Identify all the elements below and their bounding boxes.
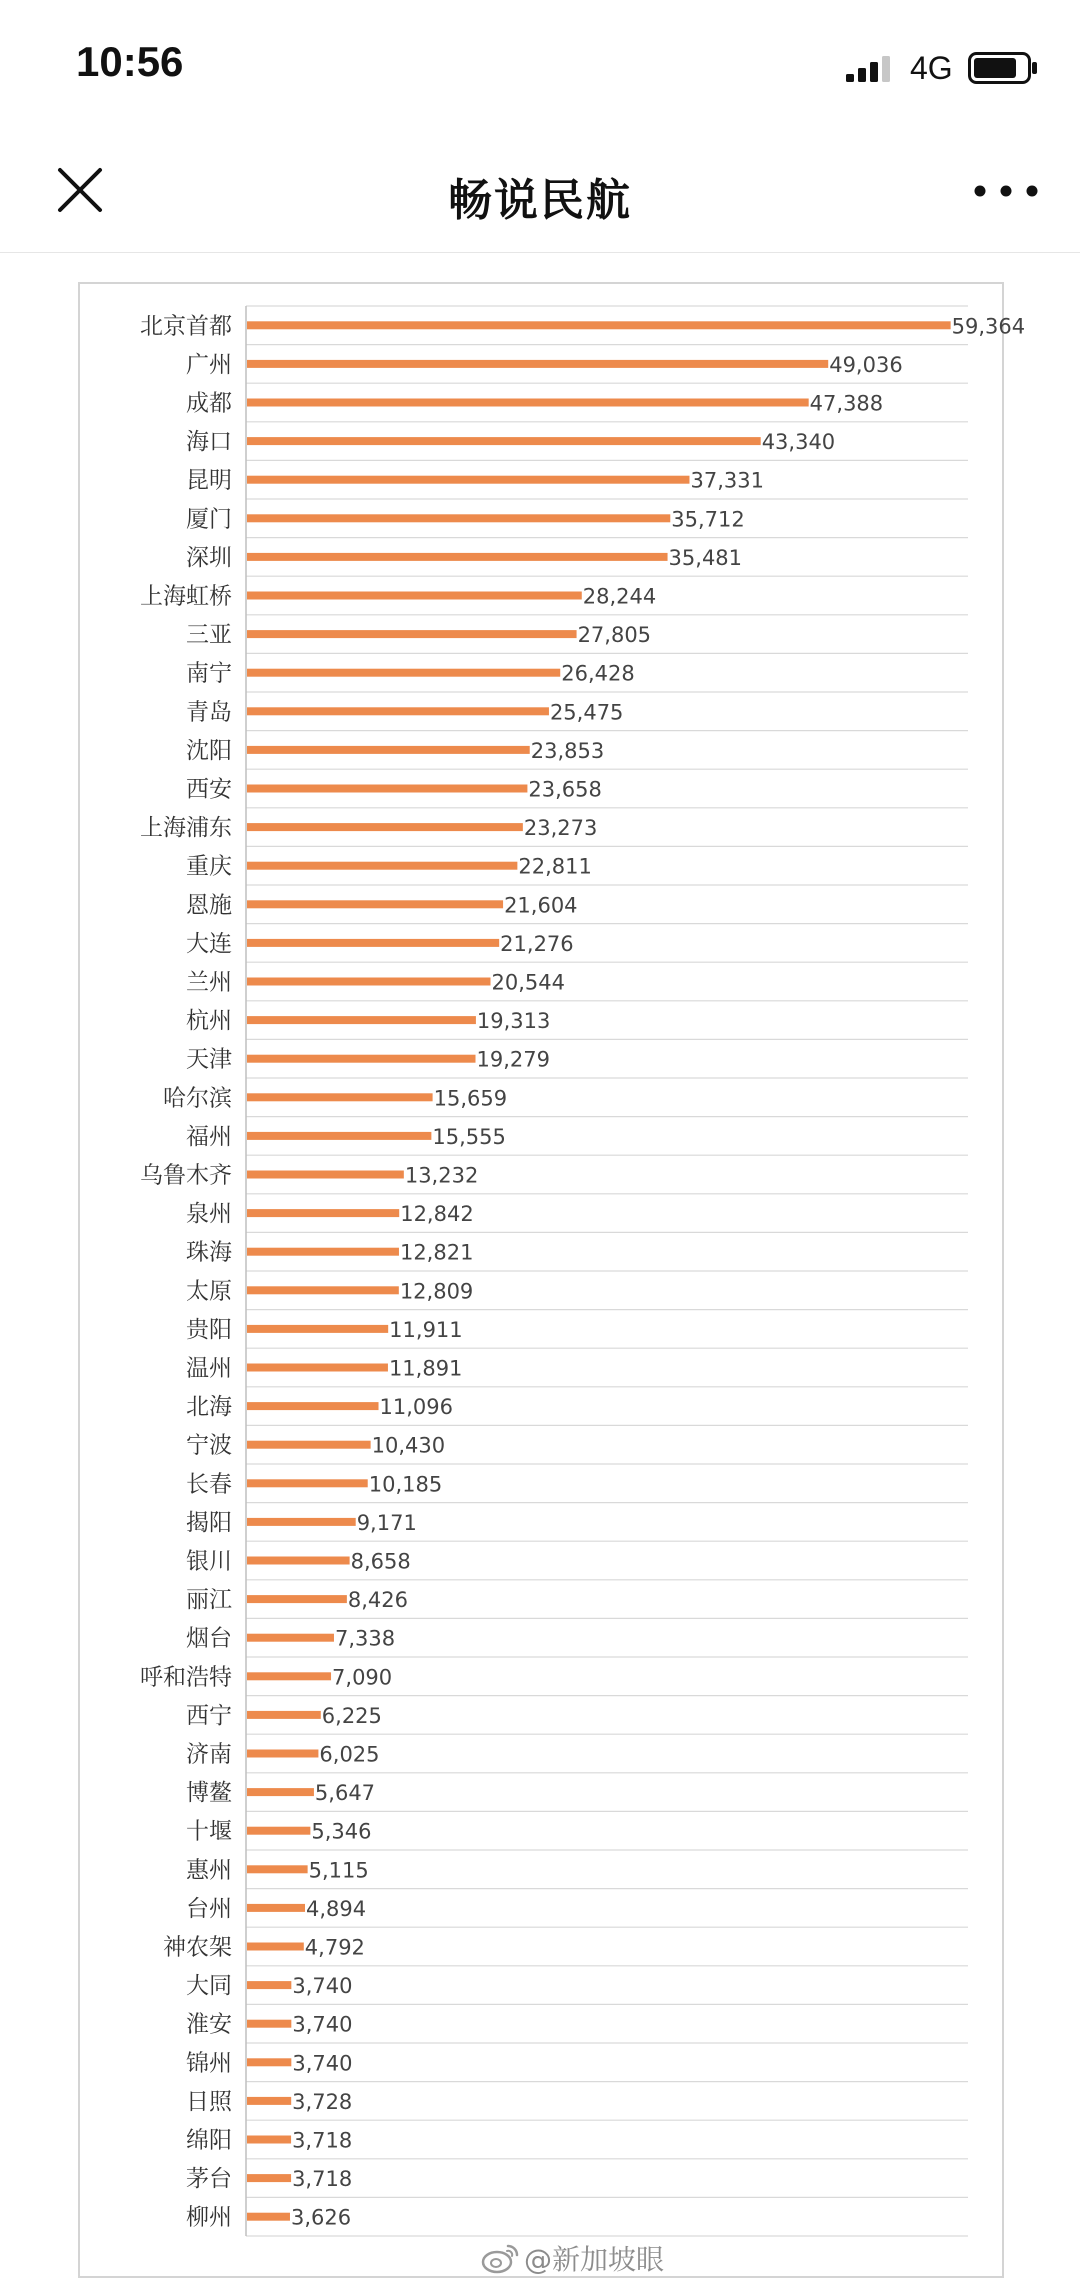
bar xyxy=(247,939,499,947)
value-label: 3,718 xyxy=(292,2167,353,2192)
bar xyxy=(247,514,670,522)
value-label: 12,842 xyxy=(400,1202,474,1227)
category-label: 博鳌 xyxy=(186,1780,232,1807)
bar xyxy=(247,1827,310,1835)
category-label: 乌鲁木齐 xyxy=(140,1162,232,1189)
bar xyxy=(247,1981,291,1989)
category-label: 哈尔滨 xyxy=(163,1085,232,1112)
value-label: 59,364 xyxy=(951,314,1026,339)
value-label: 3,740 xyxy=(292,2051,353,2076)
category-label: 柳州 xyxy=(186,2204,232,2231)
value-label: 8,426 xyxy=(347,1588,408,1613)
category-label: 淮安 xyxy=(186,2011,232,2038)
value-label: 4,792 xyxy=(304,1935,365,1960)
category-label: 宁波 xyxy=(186,1432,232,1459)
category-label: 海口 xyxy=(186,429,232,456)
weibo-icon xyxy=(480,2242,520,2274)
value-label: 43,340 xyxy=(761,430,836,455)
bar xyxy=(247,2058,291,2066)
category-label: 绵阳 xyxy=(186,2127,232,2154)
category-label: 深圳 xyxy=(186,544,232,571)
value-label: 23,273 xyxy=(523,816,598,841)
bar xyxy=(247,2097,291,2105)
category-label: 茅台 xyxy=(186,2166,232,2193)
status-time: 10:56 xyxy=(76,38,184,85)
bar xyxy=(247,592,582,600)
value-label: 5,115 xyxy=(308,1858,369,1883)
category-label: 烟台 xyxy=(186,1625,232,1652)
bar xyxy=(247,360,828,368)
bar xyxy=(247,1093,433,1101)
bar xyxy=(247,1016,476,1024)
bar xyxy=(247,707,549,715)
category-label: 成都 xyxy=(186,390,232,417)
category-label: 福州 xyxy=(186,1123,232,1150)
value-label: 28,244 xyxy=(582,584,657,609)
category-label: 天津 xyxy=(186,1046,232,1073)
category-label: 贵阳 xyxy=(186,1316,232,1343)
bar xyxy=(247,862,517,870)
nav-bar xyxy=(0,130,1080,253)
value-label: 47,388 xyxy=(809,391,884,416)
value-label: 10,185 xyxy=(368,1472,443,1497)
category-label: 大连 xyxy=(186,930,232,957)
value-label: 26,428 xyxy=(561,661,635,686)
bar xyxy=(247,1943,304,1951)
category-label: 呼和浩特 xyxy=(140,1664,232,1691)
category-label: 锦州 xyxy=(186,2050,232,2077)
value-label: 13,232 xyxy=(404,1163,479,1188)
value-label: 10,430 xyxy=(371,1433,446,1458)
bar xyxy=(247,900,503,908)
category-label: 兰州 xyxy=(186,969,232,996)
watermark-text: @新加坡眼 xyxy=(524,2243,665,2276)
bar xyxy=(247,1286,399,1294)
bar xyxy=(247,1750,318,1758)
bar xyxy=(247,1788,314,1796)
value-label: 7,090 xyxy=(332,1665,393,1690)
category-label: 西安 xyxy=(186,776,232,803)
bar xyxy=(247,2136,291,2144)
bar xyxy=(247,1132,431,1140)
value-label: 15,659 xyxy=(433,1086,508,1111)
bar xyxy=(247,1711,321,1719)
battery-icon xyxy=(968,52,1038,84)
bar xyxy=(247,476,689,484)
category-label: 银川 xyxy=(186,1548,232,1575)
value-label: 11,891 xyxy=(388,1356,463,1381)
value-label: 11,096 xyxy=(379,1395,454,1420)
bar xyxy=(247,399,809,407)
value-label: 7,338 xyxy=(334,1626,396,1651)
value-label: 6,025 xyxy=(319,1742,380,1767)
value-label: 20,544 xyxy=(491,970,565,995)
bar xyxy=(247,1364,388,1372)
bar xyxy=(247,1865,308,1873)
bar xyxy=(247,553,668,561)
value-label: 27,805 xyxy=(577,623,652,648)
value-label: 23,658 xyxy=(528,777,602,802)
value-label: 49,036 xyxy=(829,352,903,377)
category-label: 杭州 xyxy=(186,1008,232,1035)
value-label: 4,894 xyxy=(306,1896,367,1921)
bar xyxy=(247,1904,305,1912)
value-label: 37,331 xyxy=(690,468,764,493)
category-label: 长春 xyxy=(186,1471,232,1498)
value-label: 11,911 xyxy=(389,1317,463,1342)
bar xyxy=(247,1518,356,1526)
bar xyxy=(247,1209,399,1217)
bar xyxy=(247,746,530,754)
bar xyxy=(247,321,951,329)
bar xyxy=(247,1441,371,1449)
bar xyxy=(247,1248,399,1256)
value-label: 21,276 xyxy=(500,931,574,956)
status-bar xyxy=(0,0,1080,130)
value-label: 12,809 xyxy=(399,1279,474,1304)
bar xyxy=(247,1634,334,1642)
network-label: 4G xyxy=(910,50,953,86)
category-label: 十堰 xyxy=(186,1818,232,1845)
bar xyxy=(247,437,761,445)
page-title: 畅说民航 xyxy=(448,175,632,226)
category-label: 三亚 xyxy=(186,622,232,649)
category-label: 北京首都 xyxy=(140,313,232,340)
bar xyxy=(247,978,491,986)
value-label: 19,279 xyxy=(476,1047,550,1072)
category-label: 惠州 xyxy=(186,1857,232,1884)
watermark xyxy=(480,2238,664,2278)
more-icon[interactable] xyxy=(966,160,1046,222)
value-label: 21,604 xyxy=(504,893,578,918)
value-label: 3,728 xyxy=(292,2089,353,2114)
bar xyxy=(247,1557,350,1565)
category-label: 台州 xyxy=(186,1895,232,1922)
category-label: 揭阳 xyxy=(186,1509,232,1536)
bar-chart xyxy=(80,284,1026,2276)
bar xyxy=(247,1402,379,1410)
value-label: 5,647 xyxy=(314,1781,376,1806)
category-label: 厦门 xyxy=(186,506,232,533)
bar xyxy=(247,669,560,677)
value-label: 6,225 xyxy=(321,1703,382,1728)
category-label: 泉州 xyxy=(186,1201,232,1228)
value-label: 3,718 xyxy=(292,2128,353,2153)
category-label: 青岛 xyxy=(186,699,232,726)
value-label: 25,475 xyxy=(549,700,624,725)
value-label: 35,481 xyxy=(668,545,743,570)
bar xyxy=(247,1595,347,1603)
category-label: 昆明 xyxy=(186,467,232,494)
category-label: 济南 xyxy=(186,1741,232,1768)
category-label: 大同 xyxy=(186,1973,232,2000)
value-label: 3,740 xyxy=(292,1974,353,1999)
category-label: 上海虹桥 xyxy=(140,583,232,610)
category-label: 神农架 xyxy=(163,1934,232,1961)
value-label: 35,712 xyxy=(671,507,745,532)
bar xyxy=(247,785,527,793)
value-label: 5,346 xyxy=(311,1819,372,1844)
bar xyxy=(247,823,523,831)
category-label: 珠海 xyxy=(186,1239,232,1266)
value-label: 8,658 xyxy=(350,1549,411,1574)
bar xyxy=(247,1479,368,1487)
bar xyxy=(247,1171,404,1179)
chart-frame xyxy=(78,282,1026,2278)
category-label: 北海 xyxy=(186,1394,232,1421)
category-label: 南宁 xyxy=(186,660,232,687)
bar xyxy=(247,2174,291,2182)
category-label: 上海浦东 xyxy=(140,815,232,842)
category-label: 丽江 xyxy=(186,1587,232,1614)
bar xyxy=(247,2213,290,2221)
category-label: 重庆 xyxy=(186,853,232,880)
category-label: 沈阳 xyxy=(186,737,232,764)
bar xyxy=(247,1325,388,1333)
category-label: 恩施 xyxy=(186,892,232,919)
category-label: 日照 xyxy=(186,2088,232,2115)
category-label: 广州 xyxy=(186,351,232,378)
value-label: 3,626 xyxy=(290,2205,352,2230)
bar xyxy=(247,1055,476,1063)
value-label: 15,555 xyxy=(432,1124,506,1149)
bar xyxy=(247,630,577,638)
value-label: 3,740 xyxy=(292,2012,353,2037)
value-label: 22,811 xyxy=(518,854,592,879)
category-label: 温州 xyxy=(186,1355,232,1382)
value-label: 9,171 xyxy=(356,1510,417,1535)
value-label: 23,853 xyxy=(530,738,605,763)
value-label: 19,313 xyxy=(476,1009,551,1034)
signal-icon xyxy=(846,56,892,82)
value-label: 12,821 xyxy=(399,1240,474,1265)
bar xyxy=(247,2020,291,2028)
category-label: 太原 xyxy=(186,1278,232,1305)
bar xyxy=(247,1672,331,1680)
category-label: 西宁 xyxy=(186,1702,232,1729)
